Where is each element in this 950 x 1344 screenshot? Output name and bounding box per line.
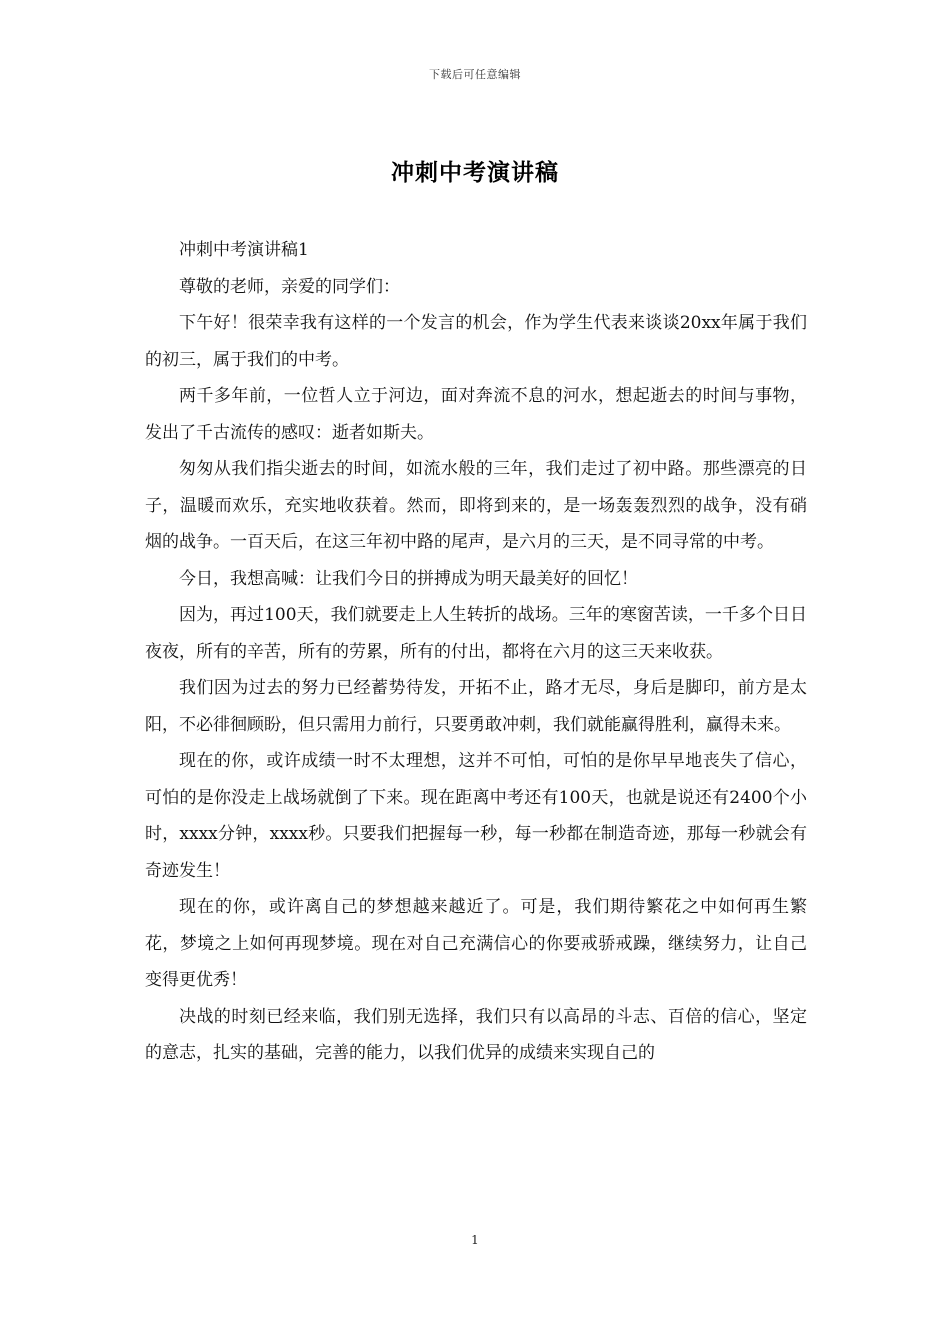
- body-paragraph: 今日，我想高喊：让我们今日的拼搏成为明天最美好的回忆！: [179, 568, 638, 589]
- body-paragraph: 现在的你，或许成绩一时不太理想，这并不可怕，可怕的是你早早地丧失了信心，可怕的是你没走上战场就倒了下来。现在距离中考还有100天，也就是说还有2400个小时，xxxx分钟，xxxx秒。只要我们把握每一秒，每一秒都在制造奇迹，那每一秒就会有奇迹发生！: [145, 751, 807, 881]
- subtitle-paragraph: 冲刺中考演讲稿1: [179, 240, 309, 260]
- header-note: 下载后可任意编辑: [429, 68, 521, 81]
- salutation-paragraph: 尊敬的老师，亲爱的同学们：: [179, 276, 400, 297]
- document-body: [145, 232, 807, 1072]
- body-paragraph: 决战的时刻已经来临，我们别无选择，我们只有以高昂的斗志、百倍的信心，坚定的意志，扎实的基础，完善的能力，以我们优异的成绩来实现自己的: [145, 1006, 807, 1063]
- page-number: 1: [471, 1233, 479, 1247]
- body-paragraph: 我们因为过去的努力已经蓄势待发，开拓不止，路才无尽，身后是脚印，前方是太阳，不必徘徊顾盼，但只需用力前行，只要勇敢冲刺，我们就能赢得胜利，赢得未来。: [145, 678, 807, 735]
- body-paragraph: 匆匆从我们指尖逝去的时间，如流水般的三年，我们走过了初中路。那些漂亮的日子，温暖而欢乐，充实地收获着。然而，即将到来的，是一场轰轰烈烈的战争，没有硝烟的战争。一百天后，在这三年初中路的尾声，是六月的三天，是不同寻常的中考。: [145, 459, 807, 552]
- body-paragraph: 下午好！很荣幸我有这样的一个发言的机会，作为学生代表来谈谈20xx年属于我们的初三，属于我们的中考。: [145, 313, 807, 370]
- body-paragraph: 因为，再过100天，我们就要走上人生转折的战场。三年的寒窗苦读，一千多个日日夜夜，所有的辛苦，所有的劳累，所有的付出，都将在六月的这三天来收获。: [145, 605, 807, 662]
- body-paragraph: 两千多年前，一位哲人立于河边，面对奔流不息的河水，想起逝去的时间与事物，发出了千古流传的感叹：逝者如斯夫。: [145, 386, 807, 443]
- document-title: 冲刺中考演讲稿: [391, 159, 559, 186]
- body-paragraph: 现在的你，或许离自己的梦想越来越近了。可是，我们期待繁花之中如何再生繁花，梦境之上如何再现梦境。现在对自己充满信心的你要戒骄戒躁，继续努力，让自己变得更优秀！: [145, 897, 807, 990]
